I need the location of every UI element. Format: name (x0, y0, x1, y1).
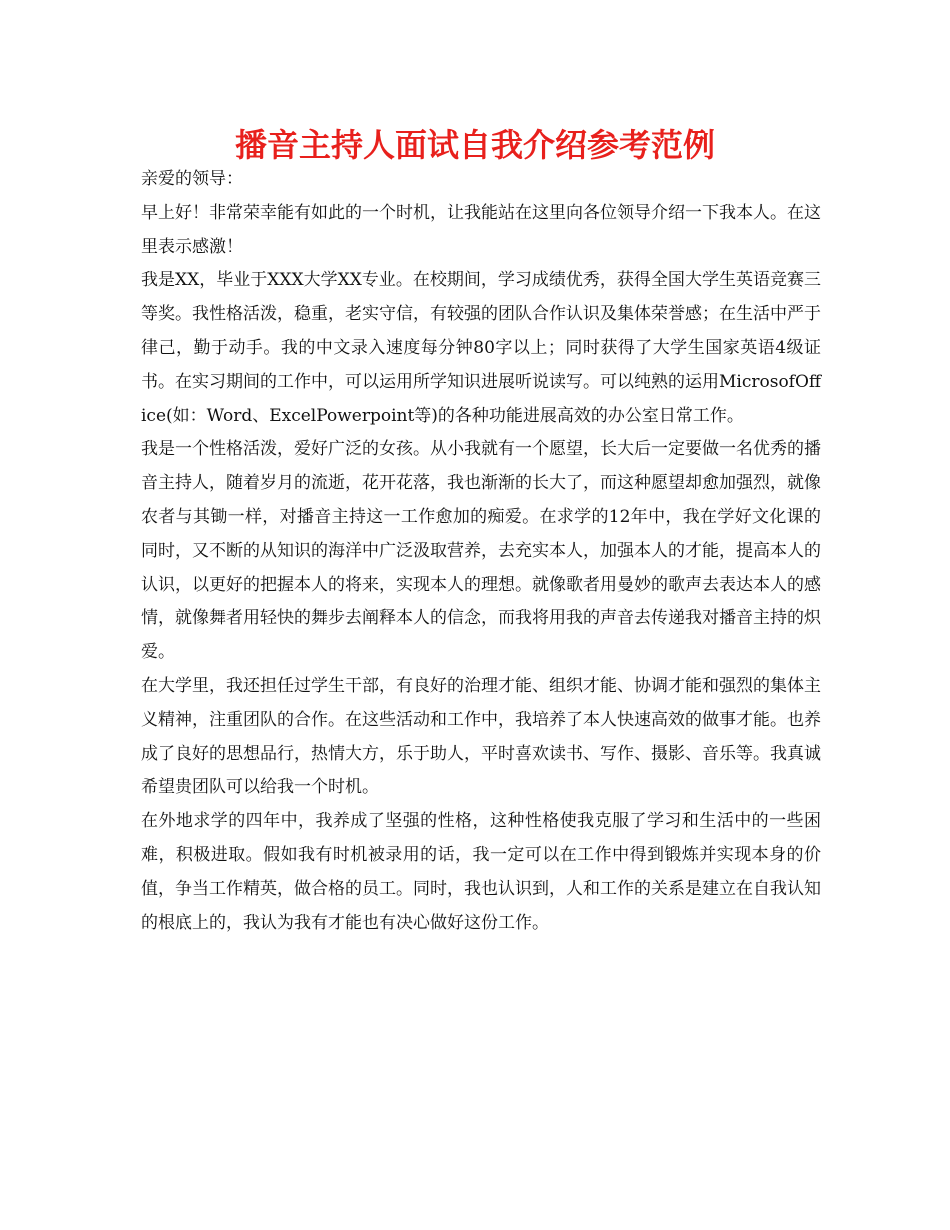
opening-paragraph: 早上好！非常荣幸能有如此的一个时机，让我能站在这里向各位领导介绍一下我本人。在这里表示感激！ (141, 202, 821, 257)
aspiration-paragraph: 我是一个性格活泼，爱好广泛的女孩。从小我就有一个愿望，长大后一定要做一名优秀的播音主持人，随着岁月的流逝，花开花落，我也渐渐的长大了，而这种愿望却愈加强烈，就像农者与其锄一样，对播音主持这一工作愈加的痴爱。在求学的12年中，我在学好文化课的同时，又不断的从知识的海洋中广泛汲取营养，去充实本人，加强本人的才能，提高本人的认识，以更好的把握本人的将来，实现本人的理想。就像歌者用曼妙的歌声去表达本人的感情，就像舞者用轻快的舞步去阐释本人的信念，而我将用我的声音去传递我对播音主持的炽爱。 (141, 439, 821, 663)
document-body (141, 163, 821, 940)
education-paragraph: 我是XX，毕业于XXX大学XX专业。在校期间，学习成绩优秀，获得全国大学生英语竞赛三等奖。我性格活泼，稳重，老实守信，有较强的团队合作认识及集体荣誉感；在生活中严于律己，勤于动手。我的中文录入速度每分钟80字以上；同时获得了大学生国家英语4级证书。在实习期间的工作中，可以运用所学知识进展听说读写。可以纯熟的运用MicrosofOffice(如：Word、ExcelPowerpoint等)的各种功能进展高效的办公室日常工作。 (141, 270, 821, 426)
university-paragraph: 在大学里，我还担任过学生干部，有良好的治理才能、组织才能、协调才能和强烈的集体主义精神，注重团队的合作。在这些活动和工作中，我培养了本人快速高效的做事才能。也养成了良好的思想品行，热情大方，乐于助人，平时喜欢读书、写作、摄影、音乐等。我真诚希望贵团队可以给我一个时机。 (141, 675, 821, 798)
document-title: 播音主持人面试自我介绍参考范例 (234, 126, 715, 164)
greeting-paragraph: 亲爱的领导： (141, 169, 243, 189)
closing-paragraph: 在外地求学的四年中，我养成了坚强的性格，这种性格使我克服了学习和生活中的一些困难，积极进取。假如我有时机被录用的话，我一定可以在工作中得到锻炼并实现本身的价值，争当工作精英，做合格的员工。同时，我也认识到，人和工作的关系是建立在自我认知的根底上的，我认为我有才能也有决心做好这份工作。 (141, 811, 821, 933)
